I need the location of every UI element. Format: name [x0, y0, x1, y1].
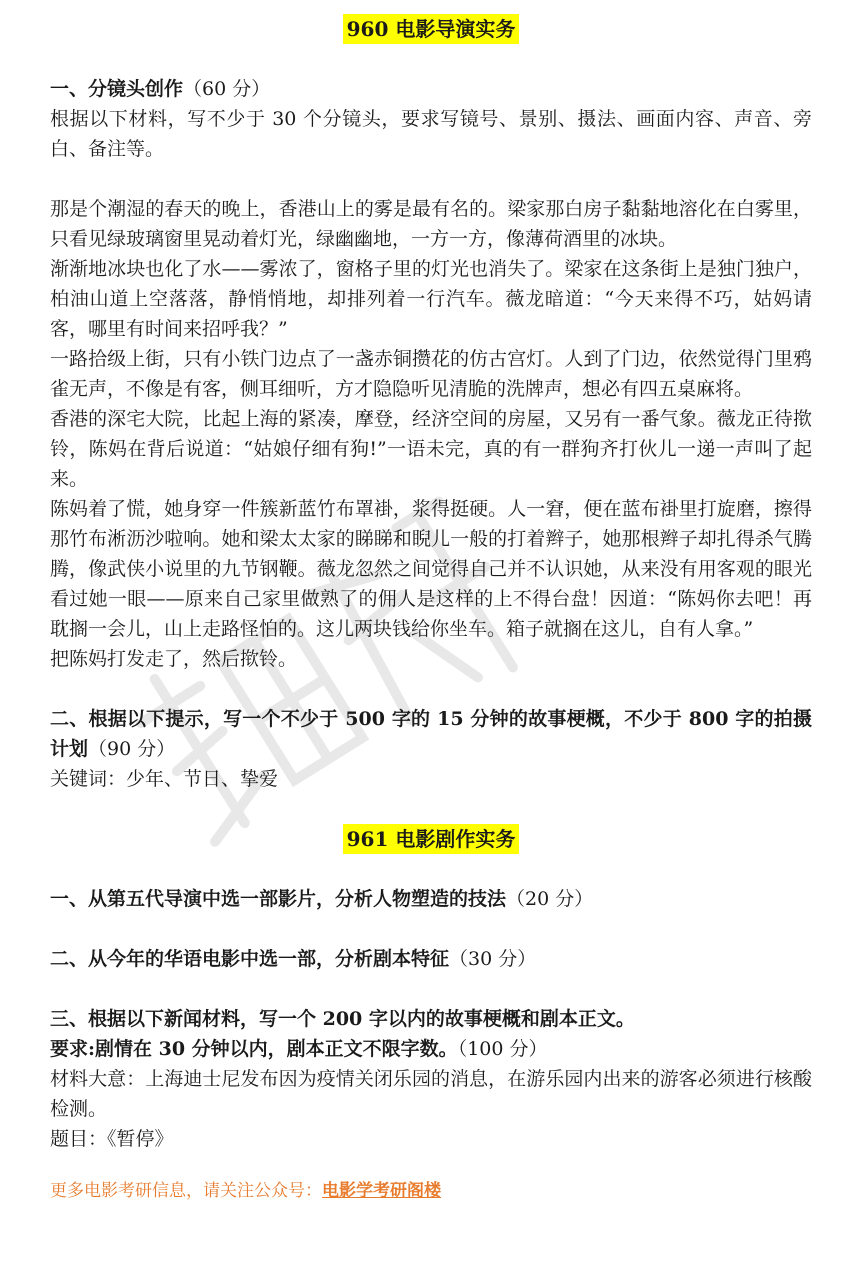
q3-requirement-line: [50, 1034, 812, 1064]
q3-heading: 三、根据以下新闻材料，写一个 200 字以内的故事梗概和剧本正文。: [50, 1008, 635, 1030]
q3-material: 材料大意：上海迪士尼发布因为疫情关闭乐园的消息，在游乐园内出来的游客必须进行核酸检测。: [50, 1068, 812, 1120]
q3-title: 题目：《暂停》: [50, 1128, 174, 1150]
passage-paragraph: 一路拾级上街，只有小铁门边点了一盏赤铜攒花的仿古宫灯。人到了门边，依然觉得门里鸦雀无声，不像是有客，侧耳细听，方才隐隐听见清脆的洗牌声，想必有四五桌麻将。: [50, 348, 812, 400]
footer-note: [50, 1178, 812, 1204]
q2-heading: 二、根据以下提示，写一个不少于 500 字的 15 分钟的故事梗概，不少于 800 字的拍摄计划: [50, 708, 812, 760]
exam-961-q1: [50, 884, 812, 914]
passage-paragraph: 那是个潮湿的春天的晚上，香港山上的雾是最有名的。梁家那白房子黏黏地溶化在白雾里，只看见绿玻璃窗里晃动着灯光，绿幽幽地，一方一方，像薄荷酒里的冰块。: [50, 198, 812, 250]
q2-keywords: 关键词：少年、节日、挚爱: [50, 768, 279, 790]
q1-points: （60 分）: [183, 78, 271, 100]
passage-paragraph: 把陈妈打发走了，然后揿铃。: [50, 648, 298, 670]
exam-960-q2: [50, 704, 812, 764]
exam-961-q2: [50, 944, 812, 974]
q1-points: （20 分）: [506, 888, 594, 910]
passage-paragraph: 香港的深宅大院，比起上海的紧凑，摩登，经济空间的房屋，又另有一番气象。薇龙正待揿铃，陈妈在背后说道：“姑娘仔细有狗!”一语未完，真的有一群狗齐打伙儿一递一声叫了起来。: [50, 408, 812, 490]
exam-960-q1: [50, 74, 812, 104]
q3-requirement: 要求:剧情在 30 分钟以内，剧本正文不限字数。: [50, 1038, 458, 1060]
passage-paragraph: 渐渐地冰块也化了水——雾浓了，窗格子里的灯光也消失了。梁家在这条街上是独门独户，柏油山道上空落落，静悄悄地，却排列着一行汽车。薇龙暗道：“今天来得不巧，姑妈请客，哪里有时间来招呼我？”: [50, 258, 812, 340]
footer-account-link[interactable]: 电影学考研阁楼: [322, 1181, 441, 1201]
q1-heading: 一、分镜头创作: [50, 78, 184, 100]
q2-points: （30 分）: [449, 948, 537, 970]
document-page: [50, 14, 812, 1221]
q3-points: （100 分）: [457, 1038, 548, 1060]
footer-text: 更多电影考研信息，请关注公众号：: [50, 1181, 322, 1201]
passage-paragraph: 陈妈着了慌，她身穿一件簇新蓝竹布罩褂，浆得挺硬。人一窘，便在蓝布褂里打旋磨，擦得那竹布淅沥沙啦响。她和梁太太家的睇睇和睨儿一般的打着辫子，她那根辫子却扎得杀气腾腾，像武侠小说里的九节钢鞭。薇龙忽然之间觉得自己并不认识她，从来没有用客观的眼光看过她一眼——原来自己家里做熟了的佣人是这样的上不得台盘！因道：“陈妈你去吧！再耽搁一会儿，山上走路怪怕的。这儿两块钱给你坐车。箱子就搁在这儿，自有人拿。”: [50, 498, 812, 640]
q1-instruction: 根据以下材料，写不少于 30 个分镜头，要求写镜号、景别、摄法、画面内容、声音、旁白、备注等。: [50, 108, 812, 160]
q1-heading: 一、从第五代导演中选一部影片，分析人物塑造的技法: [50, 888, 507, 910]
exam-960-title: 960 电影导演实务: [343, 14, 520, 44]
q2-points: （90 分）: [88, 738, 176, 760]
q2-heading: 二、从今年的华语电影中选一部，分析剧本特征: [50, 948, 450, 970]
exam-961-title: 961 电影剧作实务: [343, 824, 520, 854]
